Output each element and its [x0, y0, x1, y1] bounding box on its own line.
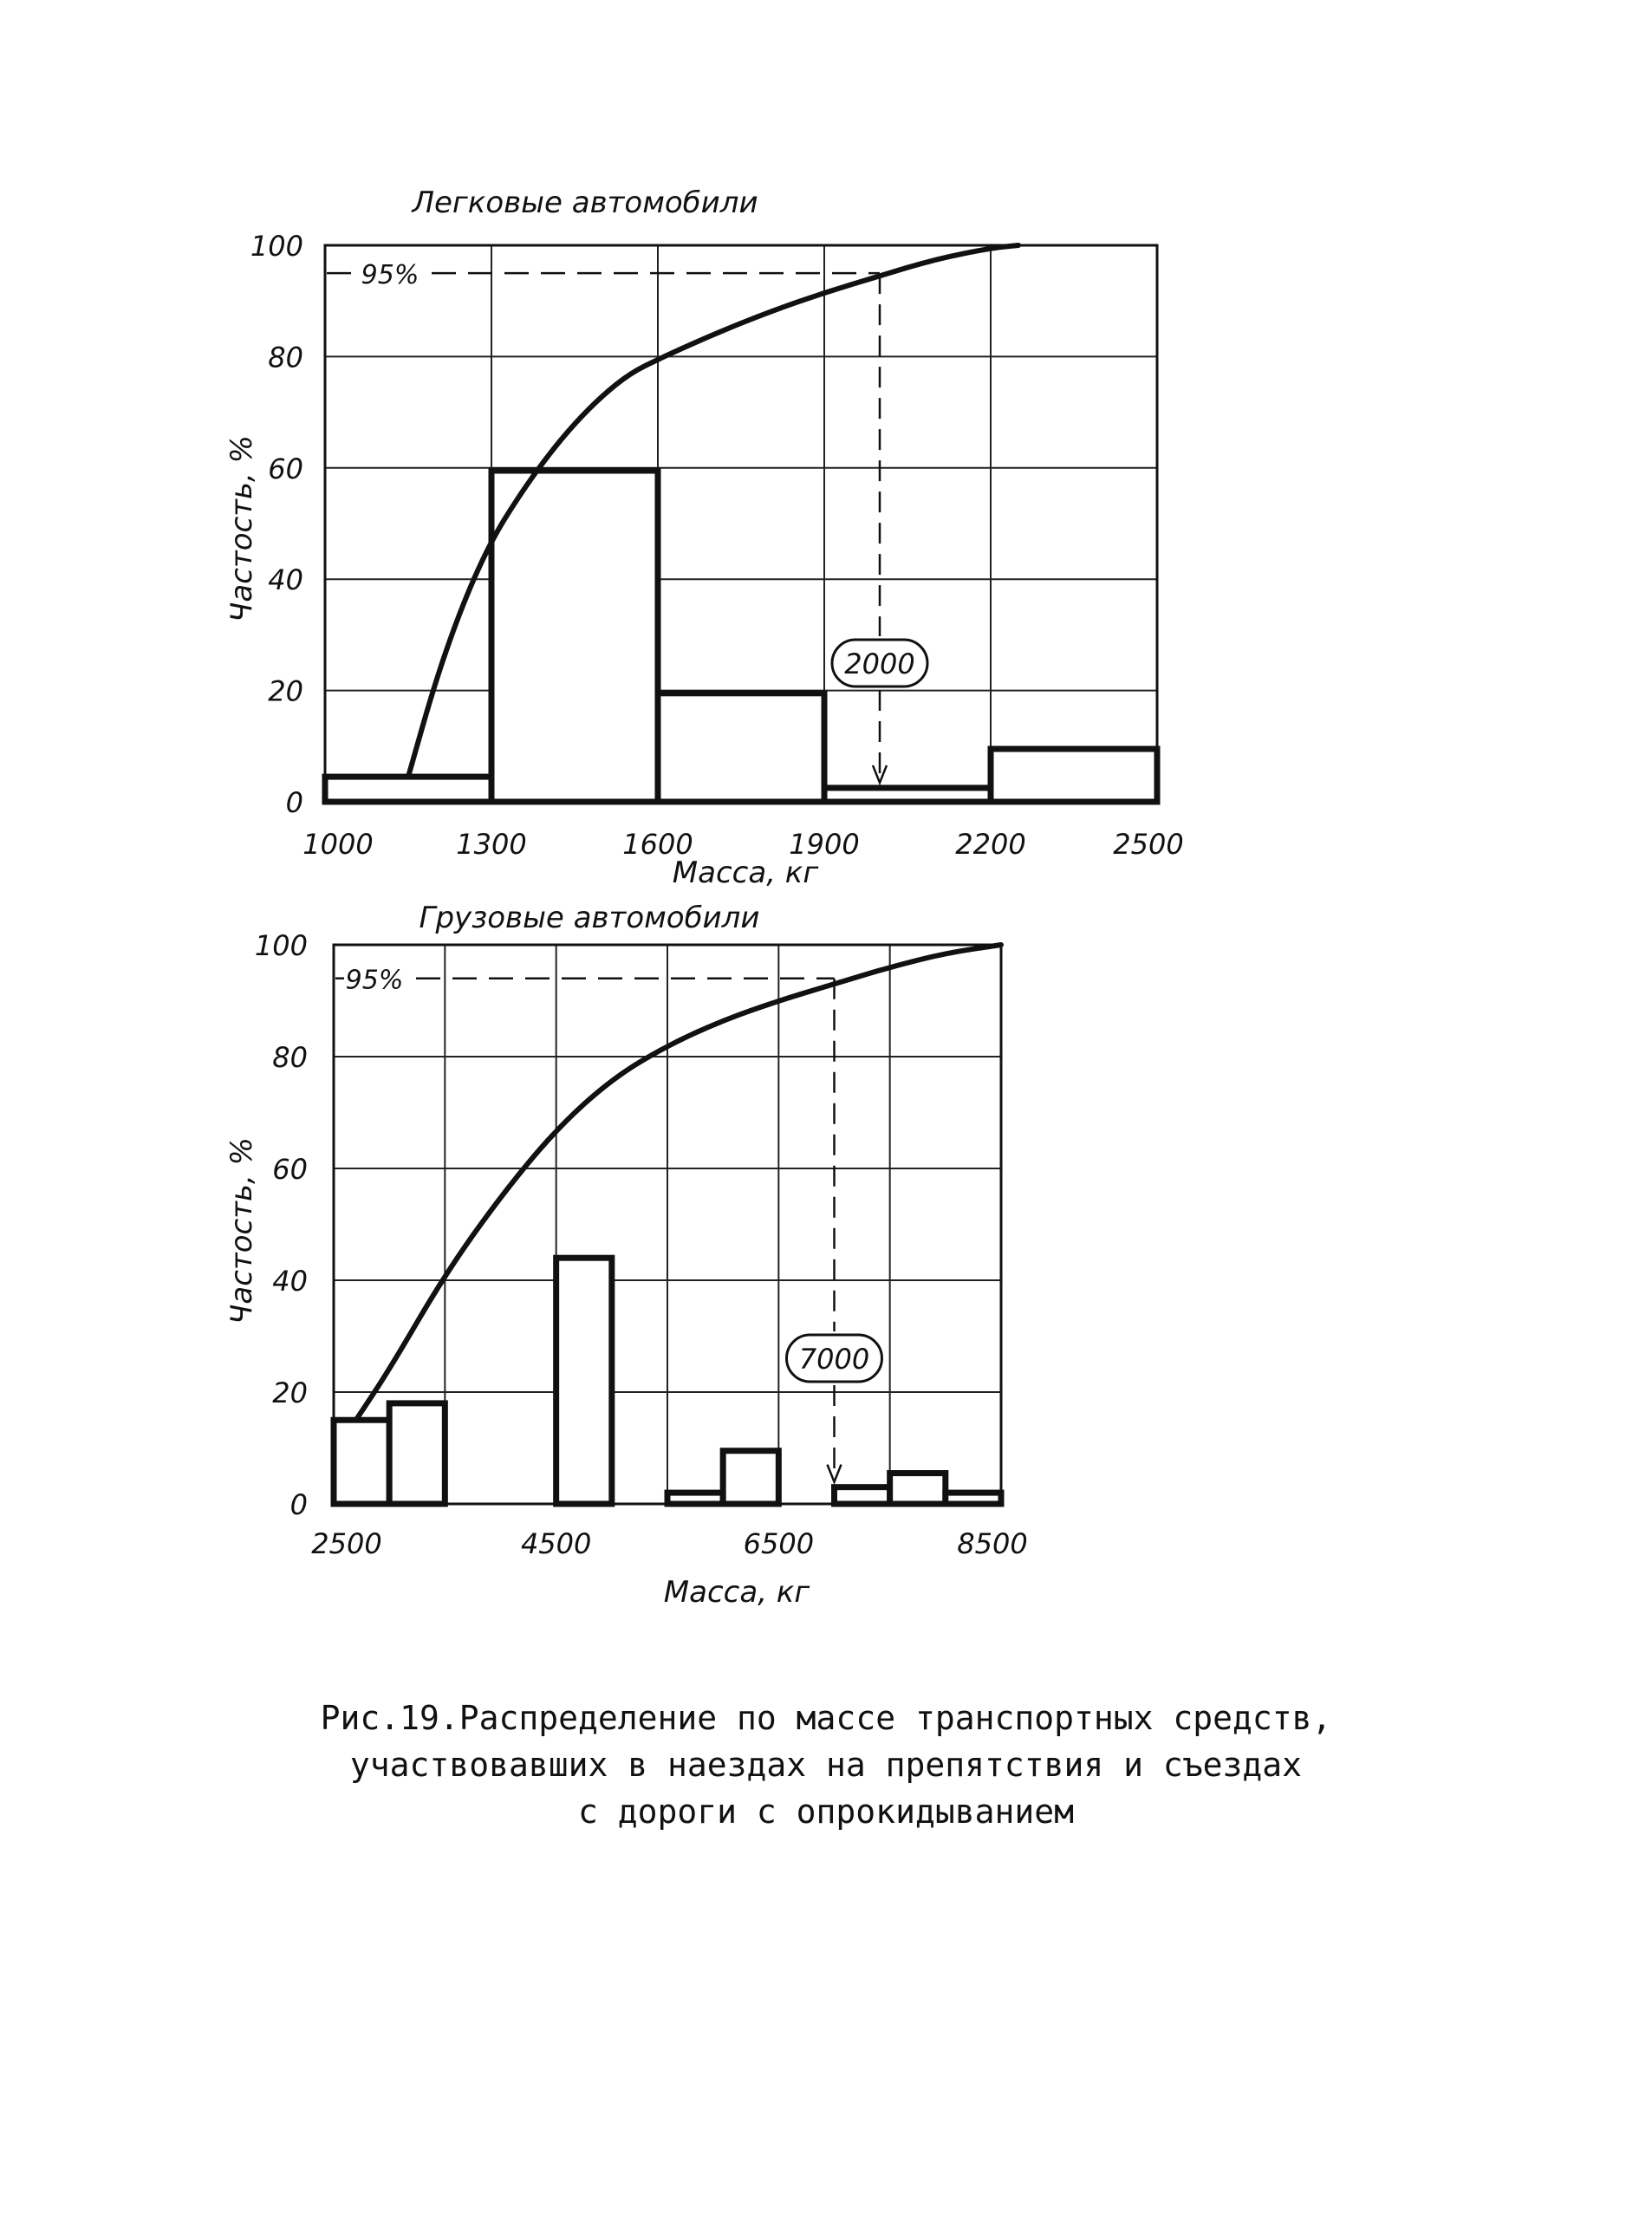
- x-tick-label: 8500: [957, 1527, 1028, 1560]
- x-tick-label: 1000: [302, 828, 374, 861]
- bar: [824, 788, 991, 802]
- bar: [946, 1493, 1001, 1504]
- y-tick-label: 20: [268, 674, 303, 708]
- y-tick-label: 0: [285, 786, 303, 819]
- bar: [890, 1474, 946, 1504]
- x-tick-label: 1900: [789, 828, 860, 861]
- bar: [991, 749, 1157, 802]
- chart-title: Грузовые автомобили: [419, 901, 760, 935]
- x-tick-label: 6500: [743, 1527, 815, 1560]
- marker-label: 2000: [844, 647, 915, 680]
- percent-label: 95%: [345, 965, 404, 996]
- y-axis-label: Частость, %: [224, 1137, 259, 1324]
- y-tick-label: 100: [254, 929, 308, 962]
- chart-passenger-cars: [224, 185, 1184, 890]
- bar: [667, 1493, 723, 1504]
- chart-trucks: [224, 901, 1028, 1610]
- x-axis-label: Масса, кг: [672, 856, 819, 890]
- bar: [556, 1258, 612, 1504]
- marker-label: 7000: [798, 1343, 870, 1376]
- figure-caption: Рис.19.Распределение по массе транспортных средств, участвовавших в наездах на препятствия и съездах с дороги с опрокидыванием: [320, 1699, 1332, 1831]
- bar: [491, 471, 658, 802]
- bar: [658, 693, 824, 802]
- x-tick-label: 1600: [622, 828, 693, 861]
- y-tick-label: 60: [272, 1153, 308, 1186]
- x-tick-label: 2500: [311, 1527, 382, 1560]
- y-tick-label: 80: [268, 341, 303, 374]
- bar: [334, 1420, 389, 1504]
- x-tick-label: 4500: [520, 1527, 592, 1560]
- x-axis-label: Масса, кг: [663, 1575, 810, 1610]
- percent-label: 95%: [361, 260, 420, 291]
- chart-title: Легковые автомобили: [412, 185, 758, 220]
- x-tick-label: 2500: [1113, 828, 1184, 861]
- x-tick-label: 1300: [456, 828, 527, 861]
- y-axis-label: Частость, %: [224, 435, 259, 622]
- y-tick-label: 0: [289, 1488, 308, 1521]
- y-tick-label: 40: [272, 1265, 308, 1298]
- bar: [389, 1403, 445, 1504]
- bar: [835, 1487, 890, 1504]
- y-tick-label: 40: [268, 563, 303, 597]
- y-tick-label: 100: [250, 230, 303, 263]
- cumulative-curve: [356, 945, 1001, 1420]
- y-tick-label: 20: [272, 1376, 308, 1409]
- x-tick-label: 2200: [955, 828, 1026, 861]
- bar: [325, 777, 491, 802]
- bar: [723, 1451, 778, 1504]
- y-tick-label: 60: [268, 452, 303, 485]
- y-tick-label: 80: [272, 1041, 308, 1074]
